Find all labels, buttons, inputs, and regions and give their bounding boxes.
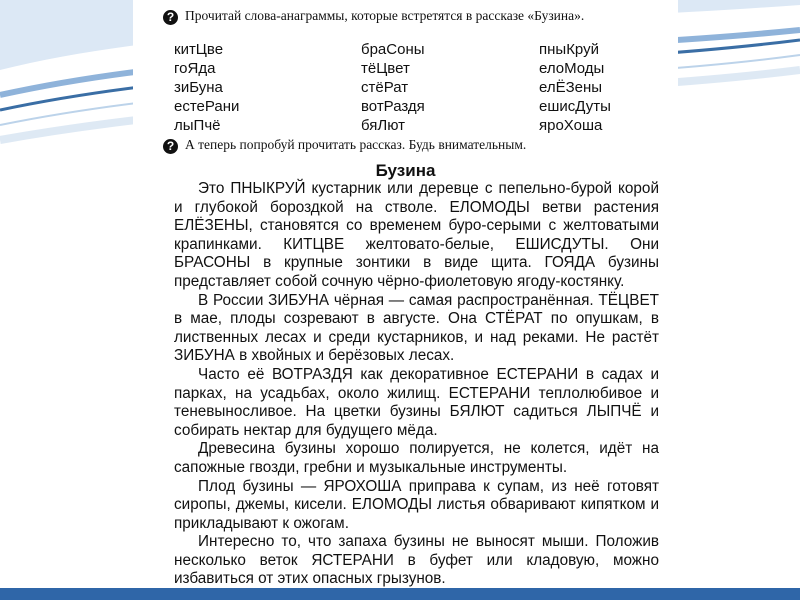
story-title: Бузина (375, 161, 436, 180)
anagram-word: тёЦвет (361, 60, 410, 77)
anagram-word: китЦве (174, 41, 224, 58)
anagram-word: вотРаздя (361, 98, 425, 115)
task-1-text: Прочитай слова-анаграммы, которые встретятся в рассказе «Бузина». (185, 8, 585, 23)
story-paragraph: Древесина бузины хорошо полируется, не колется, идёт на сапожные гвозди, гребни и музыкальные инструменты. (174, 440, 659, 476)
bottom-color-band (0, 588, 800, 600)
task-2 (163, 137, 526, 157)
anagram-word: стёРат (361, 79, 409, 96)
story-paragraph: В России ЗИБУНА чёрная — самая распространённая. ТЁЦВЕТ в мае, плоды созревают в августе. Она СТЁРАТ по опушкам, в лиственных лесах и среди кустарников, и над реками. Не растёт ЗИБУНА в хвойных и берёзовых лесах. (174, 291, 659, 365)
anagram-word: бяЛют (361, 117, 406, 134)
anagram-word: ешисДуты (539, 98, 611, 115)
story-paragraph: Плод бузины — ЯРОХОША приправа к супам, из неё готовят сиропы, джемы, кисели. ЕЛОМОДЫ листья обваривают кипятком и прикладывают к ожогам. (174, 477, 659, 532)
anagram-word: гоЯда (174, 60, 216, 77)
story-paragraph: Часто её ВОТРАЗДЯ как декоративное ЕСТЕРАНИ в садах и парках, на усадьбах, около жилищ. ЕСТЕРАНИ теплолюбивое и теневыносливое. На цветки бузины БЯЛЮТ садиться ЛЫПЧЁ и собирать нектар для будущего мёда. (174, 365, 659, 439)
anagram-word: зиБуна (174, 79, 223, 96)
anagram-word: браСоны (361, 41, 425, 58)
story-text (174, 180, 659, 589)
question-mark-icon: ? (163, 139, 178, 154)
anagram-word-list (174, 40, 674, 135)
anagram-word: елЁЗены (539, 79, 603, 96)
anagram-word: яроХоша (539, 117, 603, 134)
anagram-word: елоМоды (539, 60, 605, 77)
task-2-text: А теперь попробуй прочитать рассказ. Будь внимательным. (185, 137, 527, 152)
story-paragraph: Это ПНЫКРУЙ кустарник или деревце с пепельно-бурой корой и глубокой бороздкой на стволе. ЕЛОМОДЫ ветви растения ЕЛЁЗЕНЫ, становятся со временем буро-серыми с желтоватыми крапинками. КИТЦВЕ желтовато-белые, ЕШИСДУТЫ. Они БРАСОНЫ в крупные зонтики в виде щита. ГОЯДА бузины представляет собой сочную чёрно-фиолетовую ягоду-костянку. (174, 180, 659, 290)
anagram-word: пныКруй (539, 41, 599, 58)
task-1 (163, 8, 584, 28)
question-mark-icon: ? (163, 10, 178, 25)
textbook-page (133, 0, 678, 600)
story-paragraph: Интересно то, что запаха бузины не выносят мыши. Положив несколько веток ЯСТЕРАНИ в буфет или кладовую, можно избавиться от этих опасных грызунов. (174, 533, 659, 588)
anagram-word: лыПчё (174, 117, 221, 134)
anagram-word: естеРани (174, 98, 240, 115)
